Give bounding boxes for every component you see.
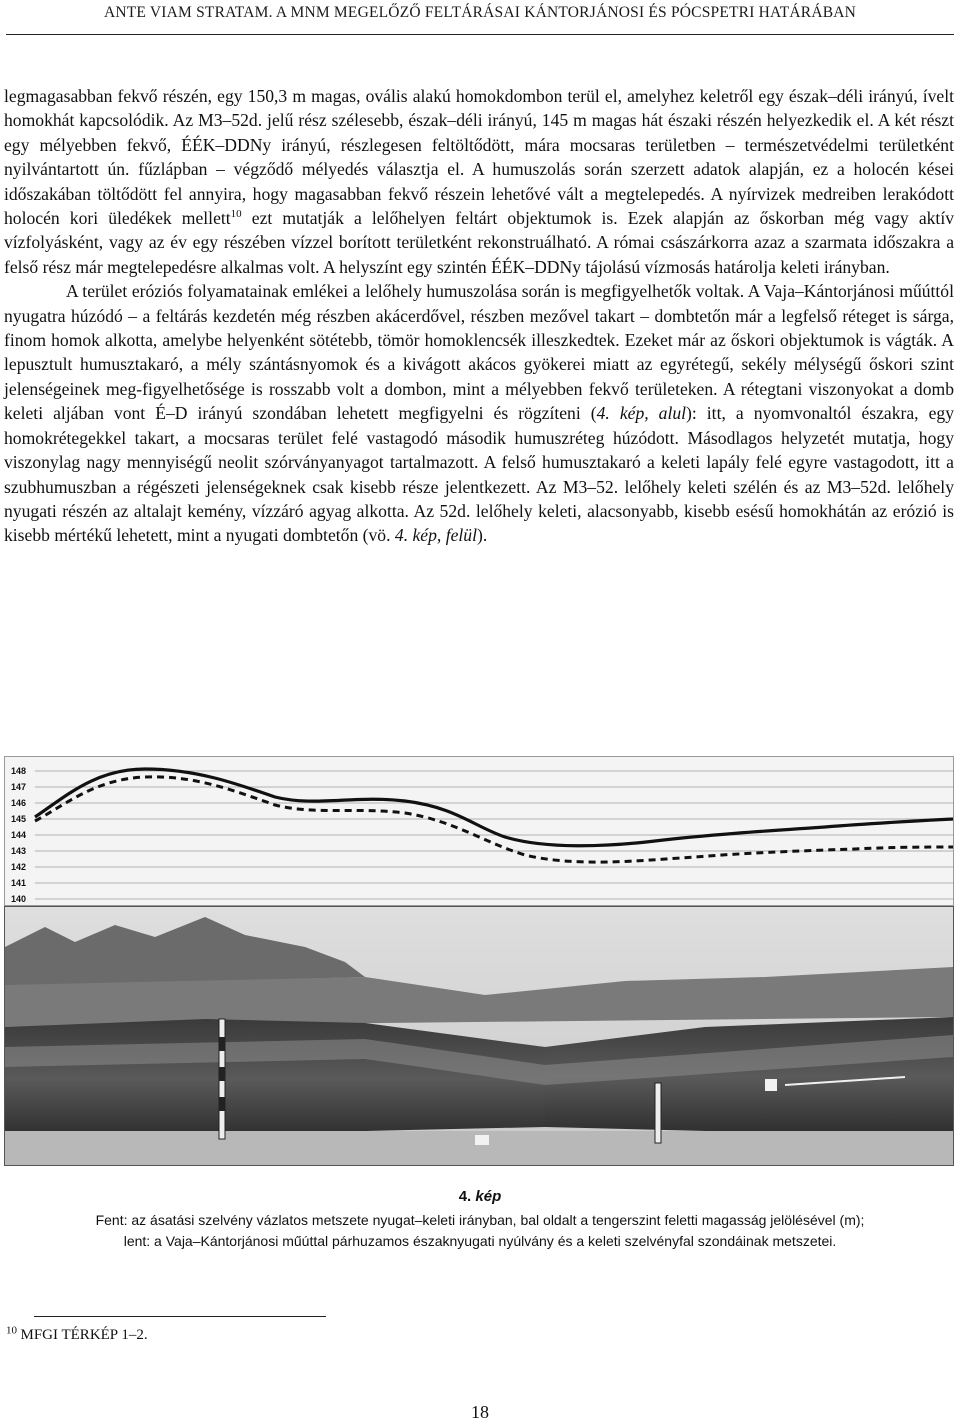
elevation-scale bbox=[11, 766, 26, 904]
figure-word: kép bbox=[475, 1188, 502, 1205]
scale-label: 144 bbox=[11, 830, 27, 840]
scale-label: 141 bbox=[11, 878, 27, 888]
running-header: ANTE VIAM STRATAM. A MNM MEGELŐZŐ FELTÁRÁSAI KÁNTORJÁNOSI ÉS PÓCSPETRI HATÁRÁBAN bbox=[103, 4, 857, 21]
scale-rod-mark bbox=[219, 1037, 225, 1051]
figure-ref-lower: 4. kép, alul bbox=[596, 403, 687, 424]
cross-section-diagram bbox=[4, 756, 954, 906]
figure-4 bbox=[4, 756, 954, 1166]
footnote-separator bbox=[34, 1316, 326, 1317]
paragraph-2-b: ): itt, a nyomvonaltól északra, egy homokrétegekkel takart, a mocsaras terület felé vastagodó második humuszréteg húzódott. Másodlagos helyzetét mutatja, hogy viszonylag nagy mennyiségű neolit szórványanyagot tartalmazott. A felső humusztakaró a keleti lapály felé egyre vastagodott, itt a szubhumuszban a régészeti jelenségeknek csak kisebb része jelentkezett. Az M3–52. lelőhely keleti szélén és az M3–52d. lelőhely nyugati részén az altalajt kemény, vízzáró agyag alkotta. Az 52d. lelőhely keleti, alacsonyabb, kisebb esésű homokhátán az erózió is kisebb mértékű lehetett, mint a nyugati dombtetőn (vö. bbox=[4, 403, 955, 546]
caption-line-lower: lent: a Vaja–Kántorjánosi műúttal párhuzamos északnyugati nyúlvány és a keleti szelvényfal szondáinak metszetei. bbox=[123, 1233, 837, 1249]
page-number: 18 bbox=[471, 1402, 489, 1422]
header-rule bbox=[6, 34, 954, 35]
figure-number: 4. bbox=[458, 1188, 472, 1205]
paragraph-2 bbox=[4, 279, 954, 547]
scale-rod-mark bbox=[219, 1097, 225, 1111]
footnote-text: MFGI TÉRKÉP 1–2. bbox=[20, 1327, 148, 1343]
scale-label: 147 bbox=[11, 782, 27, 792]
figure-caption-title bbox=[0, 1188, 960, 1205]
body-text bbox=[4, 84, 954, 548]
paragraph-1-main: legmagasabban fekvő részén, egy 150,3 m magas, ovális alakú homokdombon terül el, amelyhez keletről egy észak–déli irányú, ívelt homokhát kapcsolódik. Az M3–52d. jelű rész szélesebb, észak–déli irányú, 145 m magas hát északi részén helyezkedik el. A két részt egy mélyebben fekvő, ÉÉK–DDNy irányú, részlegesen feltöltődött, mára mocsaras területben – természetvédelmi területként nyilvántartott ún. fűzlápban – végződő mélyedés választja el. A humuszolás során szerzett adatok alapján, ez a holocén kései időszakában töltődött fel annyira, hogy magasabban fekvő részein lehetővé vált a megtelepedés. A nyírvizek medreiben lerakódott holocén kori üledékek mellett bbox=[4, 86, 954, 229]
scale-label: 143 bbox=[11, 846, 27, 856]
paragraph-1 bbox=[4, 84, 954, 279]
surface-line bbox=[35, 769, 953, 846]
footnote-marker[interactable]: 10 bbox=[230, 208, 242, 221]
sample-label-card-right bbox=[765, 1079, 777, 1091]
elevation-grid bbox=[35, 771, 953, 899]
figure-ref-upper: 4. kép, felül bbox=[394, 525, 477, 546]
scale-label: 146 bbox=[11, 798, 27, 808]
scale-rod-mark bbox=[219, 1067, 225, 1081]
section-photograph bbox=[4, 906, 954, 1166]
footnote-number: 10 bbox=[6, 1324, 17, 1337]
footnote-10 bbox=[6, 1324, 148, 1344]
scale-label: 142 bbox=[11, 862, 27, 872]
paragraph-2-a: A terület eróziós folyamatainak emlékei a lelőhely humuszolása során is megfigyelhetők voltak. A Vaja–Kántorjánosi műúttól nyugatra húzódó – a feltárás kezdetén még részben akácerdővel, részben mezővel takart – dombtetőn már a legfelső réteget is sárga, finom homok alkotta, amelybe helyenként sötétebb, tömör homoklencsék illeszkedtek. Ezeket már az őskori objektumok is vágták. A lepusztult humusztakaró, a mély szántásnyomok és a kivágott akácos gyökerei miatt az egyrétegű, sekély mélységű őskori szint jelenségeinek meg-figyelhetősége is rosszabb volt a dombon, mint a mélyebben fekvő területeken. A rétegtani viszonyokat a domb keleti aljában vont É–D irányú szondában lehetett megfigyelni és rögzíteni ( bbox=[4, 281, 954, 424]
sample-label-card bbox=[475, 1135, 489, 1145]
scale-label: 148 bbox=[11, 766, 27, 776]
scale-label: 145 bbox=[11, 814, 27, 824]
scale-rod-right bbox=[655, 1083, 661, 1143]
section-photo-svg bbox=[5, 907, 953, 1165]
figure-caption bbox=[20, 1210, 940, 1252]
subsoil-line bbox=[35, 777, 953, 862]
cross-section-svg bbox=[5, 757, 953, 905]
paragraph-2-c: ). bbox=[476, 525, 488, 546]
paragraph-1-rest: ezt mutatják a lelőhelyen feltárt objektumok is. Ezek alapján az őskorban még vagy aktív vízfolyásként, vagy az év egy részében vízzel borított területként rekonstruálható. A római császárkorra azaz a szarmata időszakra a felső rész már megtelepedésre alkalmas volt. A helyszínt egy szintén ÉÉK–DDNy tájolású vízmosás határolja keleti irányban. bbox=[4, 208, 954, 277]
caption-line-upper: Fent: az ásatási szelvény vázlatos metszete nyugat–keleti irányban, bal oldalt a tengerszint feletti magasság jelölésével (m); bbox=[95, 1212, 865, 1228]
scale-label: 140 bbox=[11, 894, 27, 904]
section-wall-left bbox=[5, 1019, 545, 1139]
